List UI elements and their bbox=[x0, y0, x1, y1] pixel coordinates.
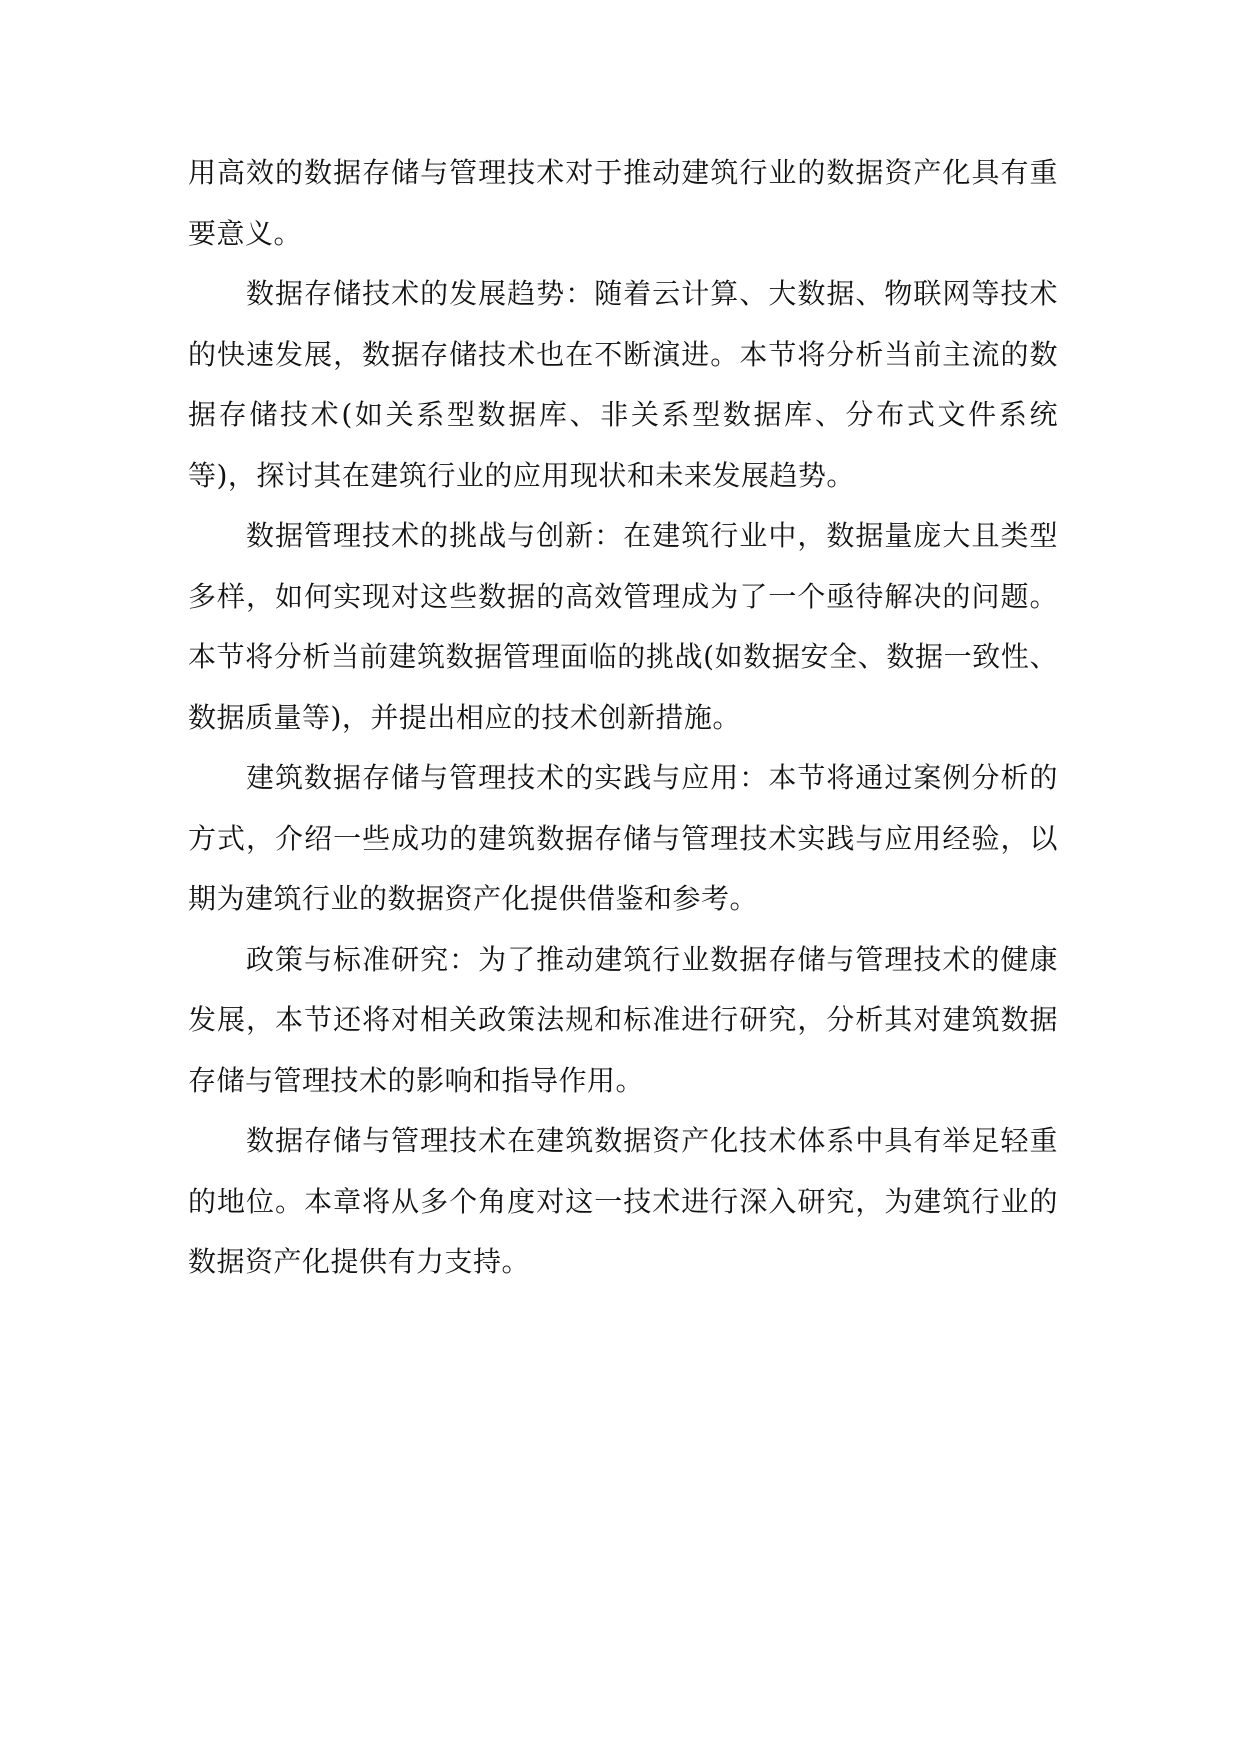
paragraph-1: 用高效的数据存储与管理技术对于推动建筑行业的数据资产化具有重要意义。 bbox=[188, 156, 1058, 250]
paragraph-6: 数据存储与管理技术在建筑数据资产化技术体系中具有举足轻重的地位。本章将从多个角度对这一技术进行深入研究，为建筑行业的数据资产化提供有力支持。 bbox=[188, 1124, 1058, 1278]
body-text bbox=[188, 143, 1058, 1293]
paragraph-2: 数据存储技术的发展趋势：随着云计算、大数据、物联网等技术的快速发展，数据存储技术也在不断演进。本节将分析当前主流的数据存储技术(如关系型数据库、非关系型数据库、分布式文件系统等)，探讨其在建筑行业的应用现状和未来发展趋势。 bbox=[188, 277, 1058, 492]
paragraph-4: 建筑数据存储与管理技术的实践与应用：本节将通过案例分析的方式，介绍一些成功的建筑数据存储与管理技术实践与应用经验，以期为建筑行业的数据资产化提供借鉴和参考。 bbox=[188, 761, 1058, 915]
paragraph-3: 数据管理技术的挑战与创新：在建筑行业中，数据量庞大且类型多样，如何实现对这些数据的高效管理成为了一个亟待解决的问题。本节将分析当前建筑数据管理面临的挑战(如数据安全、数据一致性、数据质量等)，并提出相应的技术创新措施。 bbox=[188, 519, 1058, 734]
paragraph-5: 政策与标准研究：为了推动建筑行业数据存储与管理技术的健康发展，本节还将对相关政策法规和标准进行研究，分析其对建筑数据存储与管理技术的影响和指导作用。 bbox=[188, 942, 1058, 1097]
